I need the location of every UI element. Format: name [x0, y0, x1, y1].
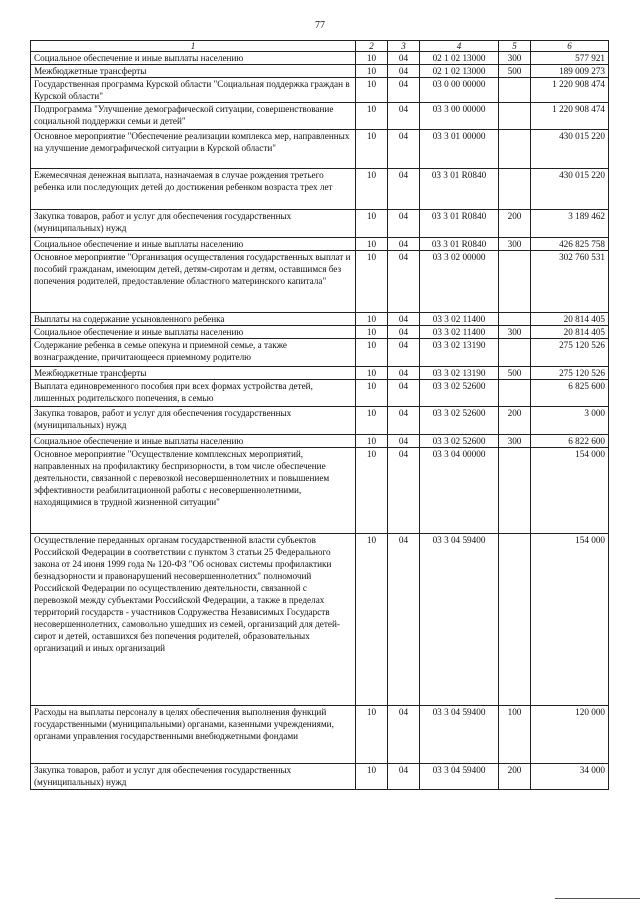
row-name: Закупка товаров, работ и услуг для обеспечения государственных (муниципальных) нужд [31, 210, 356, 238]
row-amount: 430 015 220 [531, 130, 609, 169]
row-target-code: 03 3 02 13190 [420, 367, 499, 380]
row-target-code: 03 3 01 00000 [420, 130, 499, 169]
row-name: Ежемесячная денежная выплата, назначаемая в случае рождения третьего ребенка или последующих детей до достижения ребенком возраста трех лет [31, 169, 356, 210]
row-target-code: 03 3 02 11400 [420, 326, 499, 339]
row-target-code: 03 3 02 11400 [420, 313, 499, 326]
row-section: 10 [356, 78, 388, 103]
header-section: 2 [356, 41, 388, 52]
row-section: 10 [356, 448, 388, 534]
row-amount: 20 814 405 [531, 326, 609, 339]
row-expense-type [499, 169, 531, 210]
row-expense-type [499, 103, 531, 130]
row-amount: 34 000 [531, 764, 609, 790]
table-row [31, 339, 609, 367]
row-target-code: 03 3 02 52600 [420, 380, 499, 407]
row-expense-type [499, 251, 531, 313]
row-name: Осуществление переданных органам государственной власти субъектов Российской Федерации в соответствии с пунктом 3 статьи 25 Федерального закона от 24 июня 1999 года № 120-ФЗ "Об основах системы профилактики безнадзорности и правонарушений несовершеннолетних" полномочий Российской Федерации по осуществлению деятельности, связанной с перевозкой между субъектами Российской Федерации, а также в пределах территорий государств - участников Содружества Независимых Государств несовершеннолетних, самовольно ушедших из семей, организаций для детей-сирот и детей, оставшихся без попечения родителей, образовательных организаций и иных организаций [31, 534, 356, 706]
table-row [31, 380, 609, 407]
row-section: 10 [356, 313, 388, 326]
row-name: Основное мероприятие "Организация осуществления государственных выплат и пособий гражданам, имеющим детей, детям-сиротам и детям, оставшимся без попечения родителей, предоставление областного материнского капитала" [31, 251, 356, 313]
row-target-code: 03 3 04 59400 [420, 706, 499, 764]
row-subsection: 04 [388, 251, 420, 313]
row-expense-type: 500 [499, 367, 531, 380]
row-subsection: 04 [388, 367, 420, 380]
row-expense-type: 100 [499, 706, 531, 764]
row-target-code: 03 3 02 00000 [420, 251, 499, 313]
row-amount: 302 760 531 [531, 251, 609, 313]
row-name: Социальное обеспечение и иные выплаты населению [31, 326, 356, 339]
row-amount: 6 825 600 [531, 380, 609, 407]
header-subsection: 3 [388, 41, 420, 52]
row-name: Закупка товаров, работ и услуг для обеспечения государственных (муниципальных) нужд [31, 407, 356, 435]
row-section: 10 [356, 380, 388, 407]
row-name: Социальное обеспечение и иные выплаты населению [31, 52, 356, 65]
row-subsection: 04 [388, 534, 420, 706]
row-section: 10 [356, 52, 388, 65]
row-amount: 430 015 220 [531, 169, 609, 210]
row-target-code: 03 3 01 R0840 [420, 169, 499, 210]
row-section: 10 [356, 367, 388, 380]
row-amount: 20 814 405 [531, 313, 609, 326]
table-row [31, 367, 609, 380]
row-amount: 275 120 526 [531, 367, 609, 380]
row-section: 10 [356, 103, 388, 130]
table-row [31, 534, 609, 706]
row-expense-type [499, 534, 531, 706]
row-subsection: 04 [388, 313, 420, 326]
row-target-code: 03 3 00 00000 [420, 103, 499, 130]
row-section: 10 [356, 326, 388, 339]
row-name: Расходы на выплаты персоналу в целях обеспечения выполнения функций государственными (муниципальными) органами, казенными учреждениями, органами управления государственными внебюджетными фондами [31, 706, 356, 764]
row-target-code: 03 3 02 52600 [420, 407, 499, 435]
table-row [31, 435, 609, 448]
row-subsection: 04 [388, 238, 420, 251]
table-row [31, 251, 609, 313]
row-section: 10 [356, 534, 388, 706]
row-name: Социальное обеспечение и иные выплаты населению [31, 238, 356, 251]
row-subsection: 04 [388, 706, 420, 764]
row-amount: 577 921 [531, 52, 609, 65]
budget-table [30, 40, 609, 790]
row-amount: 426 825 758 [531, 238, 609, 251]
row-expense-type [499, 380, 531, 407]
page-number: 77 [315, 20, 325, 31]
header-row [31, 41, 609, 52]
row-name: Закупка товаров, работ и услуг для обеспечения государственных (муниципальных) нужд [31, 764, 356, 790]
table-row [31, 407, 609, 435]
row-amount: 3 000 [531, 407, 609, 435]
table-row [31, 326, 609, 339]
table-row [31, 764, 609, 790]
row-amount: 154 000 [531, 448, 609, 534]
row-expense-type: 200 [499, 210, 531, 238]
row-expense-type [499, 130, 531, 169]
row-amount: 120 000 [531, 706, 609, 764]
row-expense-type: 300 [499, 435, 531, 448]
row-name: Выплаты на содержание усыновленного ребенка [31, 313, 356, 326]
row-target-code: 03 3 01 R0840 [420, 210, 499, 238]
row-subsection: 04 [388, 407, 420, 435]
table-row [31, 238, 609, 251]
row-subsection: 04 [388, 326, 420, 339]
row-section: 10 [356, 706, 388, 764]
row-amount: 1 220 908 474 [531, 78, 609, 103]
row-subsection: 04 [388, 65, 420, 78]
row-amount: 154 000 [531, 534, 609, 706]
row-target-code: 03 0 00 00000 [420, 78, 499, 103]
table-row [31, 130, 609, 169]
row-section: 10 [356, 65, 388, 78]
row-name: Содержание ребенка в семье опекуна и приемной семье, а также вознаграждение, причитающееся приемному родителю [31, 339, 356, 367]
row-subsection: 04 [388, 169, 420, 210]
row-target-code: 03 3 04 00000 [420, 448, 499, 534]
row-name: Основное мероприятие "Осуществление комплексных мероприятий, направленных на профилактику беспризорности, в том числе обеспечение деятельности, связанной с перевозкой несовершеннолетних и повышением эффективности реабилитационной работы с несовершеннолетними, находящимися в трудной жизненной ситуации" [31, 448, 356, 534]
row-subsection: 04 [388, 380, 420, 407]
table-row [31, 78, 609, 103]
row-section: 10 [356, 251, 388, 313]
table-row [31, 210, 609, 238]
table-row [31, 706, 609, 764]
row-subsection: 04 [388, 764, 420, 790]
table-row [31, 65, 609, 78]
row-section: 10 [356, 169, 388, 210]
row-subsection: 04 [388, 339, 420, 367]
row-amount: 1 220 908 474 [531, 103, 609, 130]
row-expense-type: 200 [499, 764, 531, 790]
row-subsection: 04 [388, 448, 420, 534]
row-expense-type: 200 [499, 407, 531, 435]
row-name: Выплата единовременного пособия при всех формах устройства детей, лишенных родительского попечения, в семью [31, 380, 356, 407]
row-section: 10 [356, 339, 388, 367]
row-section: 10 [356, 764, 388, 790]
row-target-code: 03 3 01 R0840 [420, 238, 499, 251]
row-expense-type [499, 313, 531, 326]
header-name: 1 [31, 41, 356, 52]
row-subsection: 04 [388, 52, 420, 65]
row-expense-type [499, 78, 531, 103]
row-expense-type [499, 448, 531, 534]
row-subsection: 04 [388, 210, 420, 238]
row-target-code: 03 3 02 13190 [420, 339, 499, 367]
row-name: Государственная программа Курской области "Социальная поддержка граждан в Курской области" [31, 78, 356, 103]
row-amount: 189 009 273 [531, 65, 609, 78]
header-amount: 6 [531, 41, 609, 52]
row-expense-type: 300 [499, 52, 531, 65]
row-name: Основное мероприятие "Обеспечение реализации комплекса мер, направленных на улучшение демографической ситуации в Курской области" [31, 130, 356, 169]
row-section: 10 [356, 210, 388, 238]
table-body [31, 52, 609, 790]
row-name: Межбюджетные трансферты [31, 65, 356, 78]
row-amount: 6 822 600 [531, 435, 609, 448]
bottom-divider [555, 898, 640, 899]
row-section: 10 [356, 407, 388, 435]
table-row [31, 448, 609, 534]
row-name: Социальное обеспечение и иные выплаты населению [31, 435, 356, 448]
row-subsection: 04 [388, 435, 420, 448]
row-name: Межбюджетные трансферты [31, 367, 356, 380]
table-row [31, 52, 609, 65]
table-row [31, 313, 609, 326]
row-target-code: 02 1 02 13000 [420, 65, 499, 78]
row-target-code: 03 3 04 59400 [420, 764, 499, 790]
row-amount: 3 189 462 [531, 210, 609, 238]
row-amount: 275 120 526 [531, 339, 609, 367]
row-name: Подпрограмма "Улучшение демографической ситуации, совершенствование социальной поддержки семьи и детей" [31, 103, 356, 130]
header-expense-type: 5 [499, 41, 531, 52]
row-subsection: 04 [388, 78, 420, 103]
row-section: 10 [356, 435, 388, 448]
row-expense-type: 300 [499, 238, 531, 251]
table-row [31, 169, 609, 210]
row-target-code: 02 1 02 13000 [420, 52, 499, 65]
row-expense-type: 300 [499, 326, 531, 339]
table-row [31, 103, 609, 130]
row-section: 10 [356, 238, 388, 251]
row-subsection: 04 [388, 103, 420, 130]
row-target-code: 03 3 04 59400 [420, 534, 499, 706]
header-target-code: 4 [420, 41, 499, 52]
row-expense-type: 500 [499, 65, 531, 78]
row-expense-type [499, 339, 531, 367]
row-target-code: 03 3 02 52600 [420, 435, 499, 448]
row-subsection: 04 [388, 130, 420, 169]
row-section: 10 [356, 130, 388, 169]
